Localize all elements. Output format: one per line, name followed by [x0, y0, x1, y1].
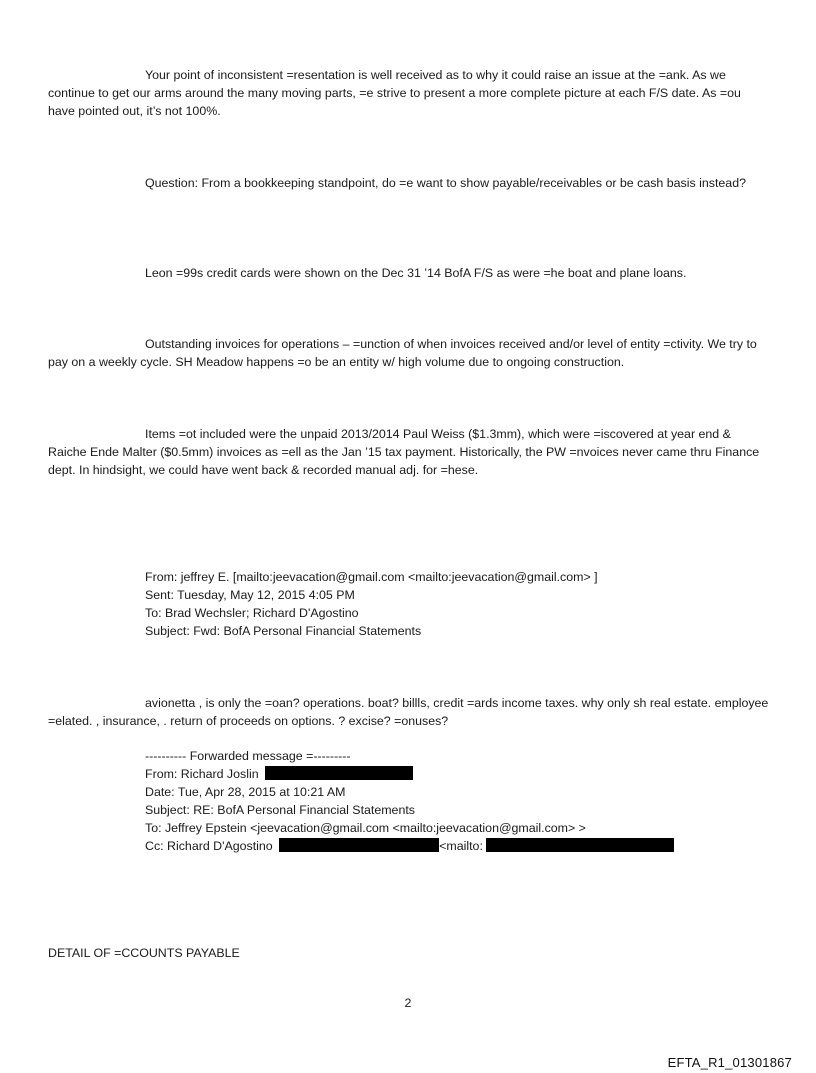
forwarded-from-label: From: Richard Joslin — [145, 767, 259, 781]
forwarded-date: Date: Tue, Apr 28, 2015 at 10:21 AM — [145, 785, 346, 799]
paragraph-items-not-included: Items =ot included were the unpaid 2013/2014 Paul Weiss ($1.3mm), which were =iscovered at year end & Raiche Ende Malter ($0.5mm) invoices as =ell as the Jan ’15 tax payment. Historically, the PW =nvoices never came thru Finance dept. In hindsight, we could have went back & recorded manual adj. for =hese. — [48, 427, 760, 477]
forwarded-marker: ---------- Forwarded message =--------- — [145, 749, 351, 763]
email-to: To: Brad Wechsler; Richard D'Agostino — [145, 606, 359, 620]
email-subject: Subject: Fwd: BofA Personal Financial Statements — [145, 624, 422, 638]
email-body-text: avionetta , is only the =oan? operations. boat? billls, credit =ards income taxes. why only sh real estate. employee =elated. , insurance, . return of proceeds on options. ? excise? =onuses? — [48, 696, 769, 728]
redaction-block — [279, 838, 439, 852]
forwarded-cc — [145, 837, 765, 855]
redaction-block — [486, 838, 674, 852]
forwarded-message-header — [145, 747, 765, 855]
paragraph-question: Question: From a bookkeeping standpoint, do =e want to show payable/receivables or be cash basis instead? — [145, 176, 746, 190]
forwarded-subject: Subject: RE: BofA Personal Financial Statements — [145, 803, 415, 817]
section-heading: DETAIL OF =CCOUNTS PAYABLE — [48, 946, 240, 960]
forwarded-cc-label: Cc: Richard D'Agostino — [145, 839, 273, 853]
forwarded-to: To: Jeffrey Epstein <jeevacation@gmail.com <mailto:jeevacation@gmail.com> > — [145, 821, 586, 835]
forwarded-from — [145, 765, 765, 783]
document-footer-id: EFTA_R1_01301867 — [667, 1055, 792, 1070]
forwarded-cc-mailto: <mailto: — [439, 839, 483, 853]
paragraph-outstanding-invoices: Outstanding invoices for operations – =unction of when invoices received and/or level of entity =ctivity. We try to pay on a weekly cycle. SH Meadow happens =o be an entity w/ high volume due to ongoing construction. — [48, 337, 757, 369]
email-header-forward — [145, 568, 765, 640]
paragraph-credit-cards: Leon =99s credit cards were shown on the Dec 31 ’14 BofA F/S as were =he boat and plane loans. — [145, 266, 687, 280]
email-sent: Sent: Tuesday, May 12, 2015 4:05 PM — [145, 588, 355, 602]
paragraph-presentation: Your point of inconsistent =resentation is well received as to why it could raise an issue at the =ank. As we continue to get our arms around the many moving parts, =e strive to present a more complete picture at each F/S date. As =ou have pointed out, it’s not 100%. — [48, 68, 741, 118]
redaction-block — [265, 766, 413, 780]
email-from: From: jeffrey E. [mailto:jeevacation@gmail.com <mailto:jeevacation@gmail.com> ] — [145, 570, 598, 584]
page-number: 2 — [404, 996, 412, 1010]
